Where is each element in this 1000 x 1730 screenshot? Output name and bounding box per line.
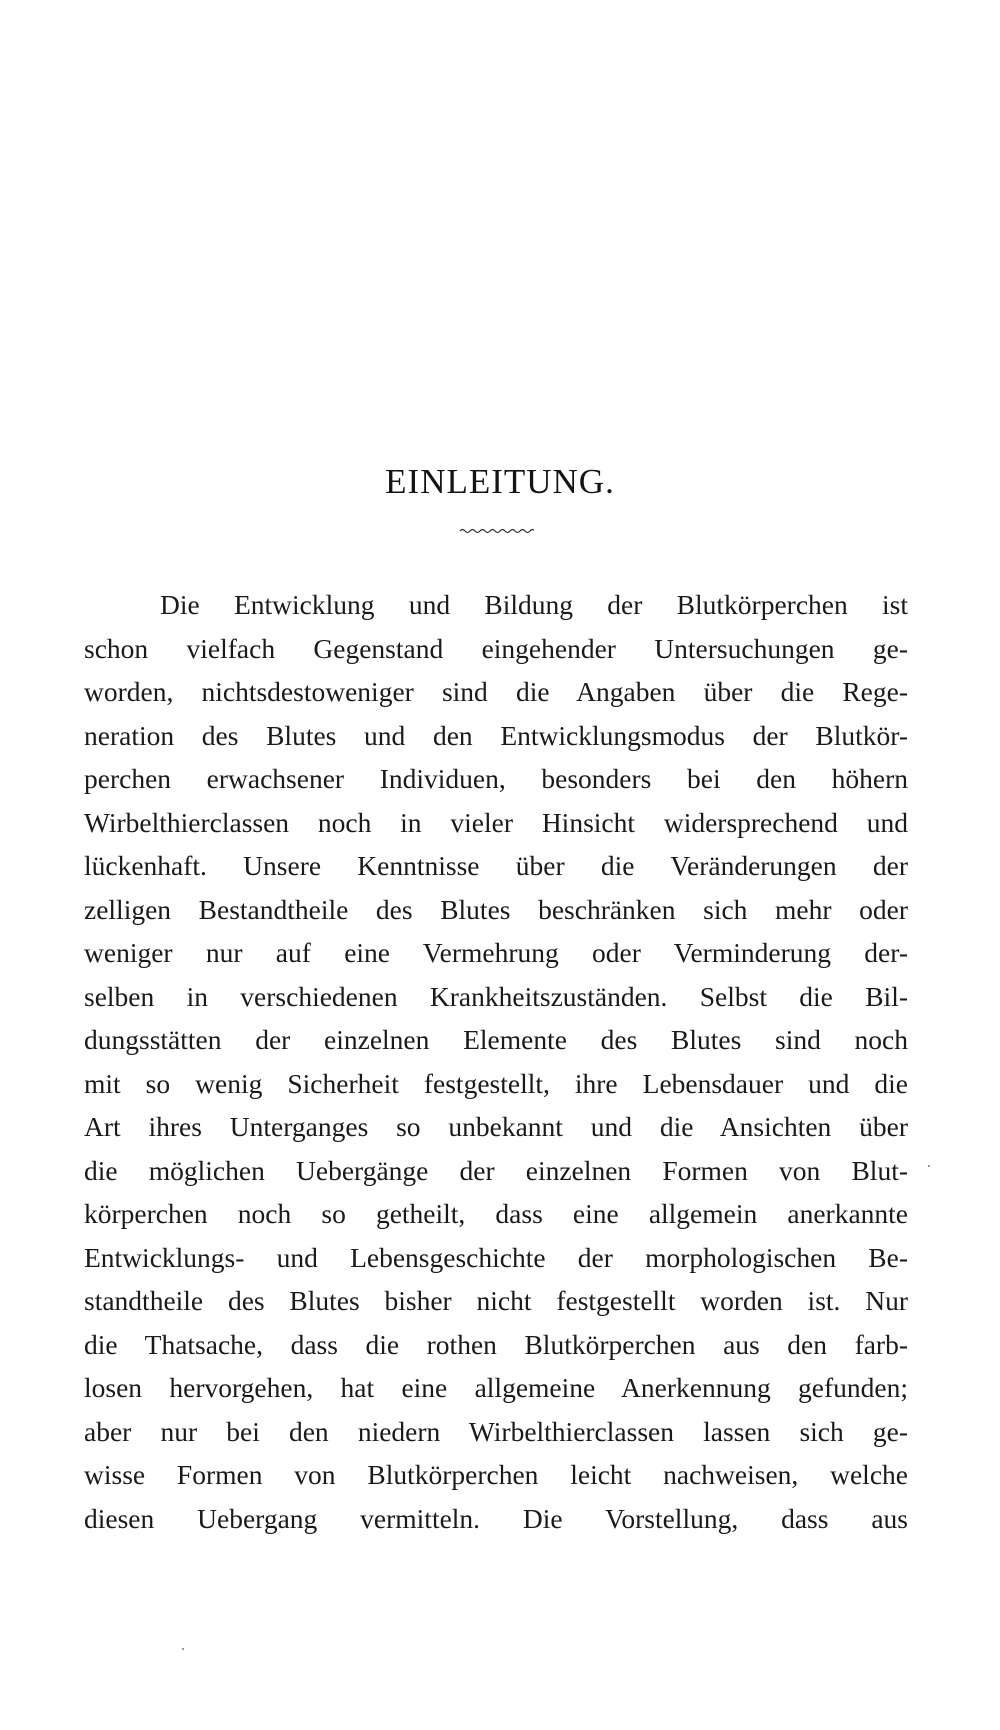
text-line: die Thatsache, dass die rothen Blutkörperchen aus den farb- xyxy=(84,1328,908,1360)
text-line: weniger nur auf eine Vermehrung oder Verminderung der- xyxy=(84,937,908,968)
print-speck xyxy=(182,1648,184,1650)
body-paragraph xyxy=(84,583,908,1540)
text-line: zelligen Bestandtheile des Blutes beschränken sich mehr oder xyxy=(84,893,908,925)
wavy-rule-ornament xyxy=(458,526,534,536)
text-line: Wirbelthierclassen noch in vieler Hinsicht widersprechend und xyxy=(84,806,908,838)
text-line: lückenhaft. Unsere Kenntnisse über die Veränderungen der xyxy=(84,850,908,881)
text-line: selben in verschiedenen Krankheitszuständen. Selbst die Bil- xyxy=(84,980,908,1012)
text-line: wisse Formen von Blutkörperchen leicht nachweisen, welche xyxy=(84,1459,908,1490)
text-line: aber nur bei den niedern Wirbelthierclassen lassen sich ge- xyxy=(84,1415,908,1447)
chapter-heading: EINLEITUNG. xyxy=(385,462,615,501)
text-line: standtheile des Blutes bisher nicht festgestellt worden ist. Nur xyxy=(84,1285,908,1316)
text-line: worden, nichtsdestoweniger sind die Angaben über die Rege- xyxy=(84,676,908,707)
text-line: Entwicklungs- und Lebensgeschichte der morphologischen Be- xyxy=(84,1241,908,1273)
text-line: schon vielfach Gegenstand eingehender Untersuchungen ge- xyxy=(84,632,908,664)
text-line: dungsstätten der einzelnen Elemente des Blutes sind noch xyxy=(84,1024,908,1055)
text-line: die möglichen Uebergänge der einzelnen Formen von Blut- xyxy=(84,1154,908,1186)
text-line: mit so wenig Sicherheit festgestellt, ihre Lebensdauer und die xyxy=(84,1067,908,1099)
text-line: Die Entwicklung und Bildung der Blutkörperchen ist xyxy=(160,589,908,620)
text-line: perchen erwachsener Individuen, besonders bei den höhern xyxy=(84,763,908,794)
text-line: neration des Blutes und den Entwicklungsmodus der Blutkör- xyxy=(84,719,908,751)
text-line: Art ihres Unterganges so unbekannt und die Ansichten über xyxy=(84,1111,908,1142)
text-line: diesen Uebergang vermitteln. Die Vorstellung, dass aus xyxy=(84,1502,908,1534)
text-line: körperchen noch so getheilt, dass eine allgemein anerkannte xyxy=(84,1198,908,1229)
text-line: losen hervorgehen, hat eine allgemeine Anerkennung gefunden; xyxy=(84,1372,908,1403)
print-speck xyxy=(928,1165,930,1167)
